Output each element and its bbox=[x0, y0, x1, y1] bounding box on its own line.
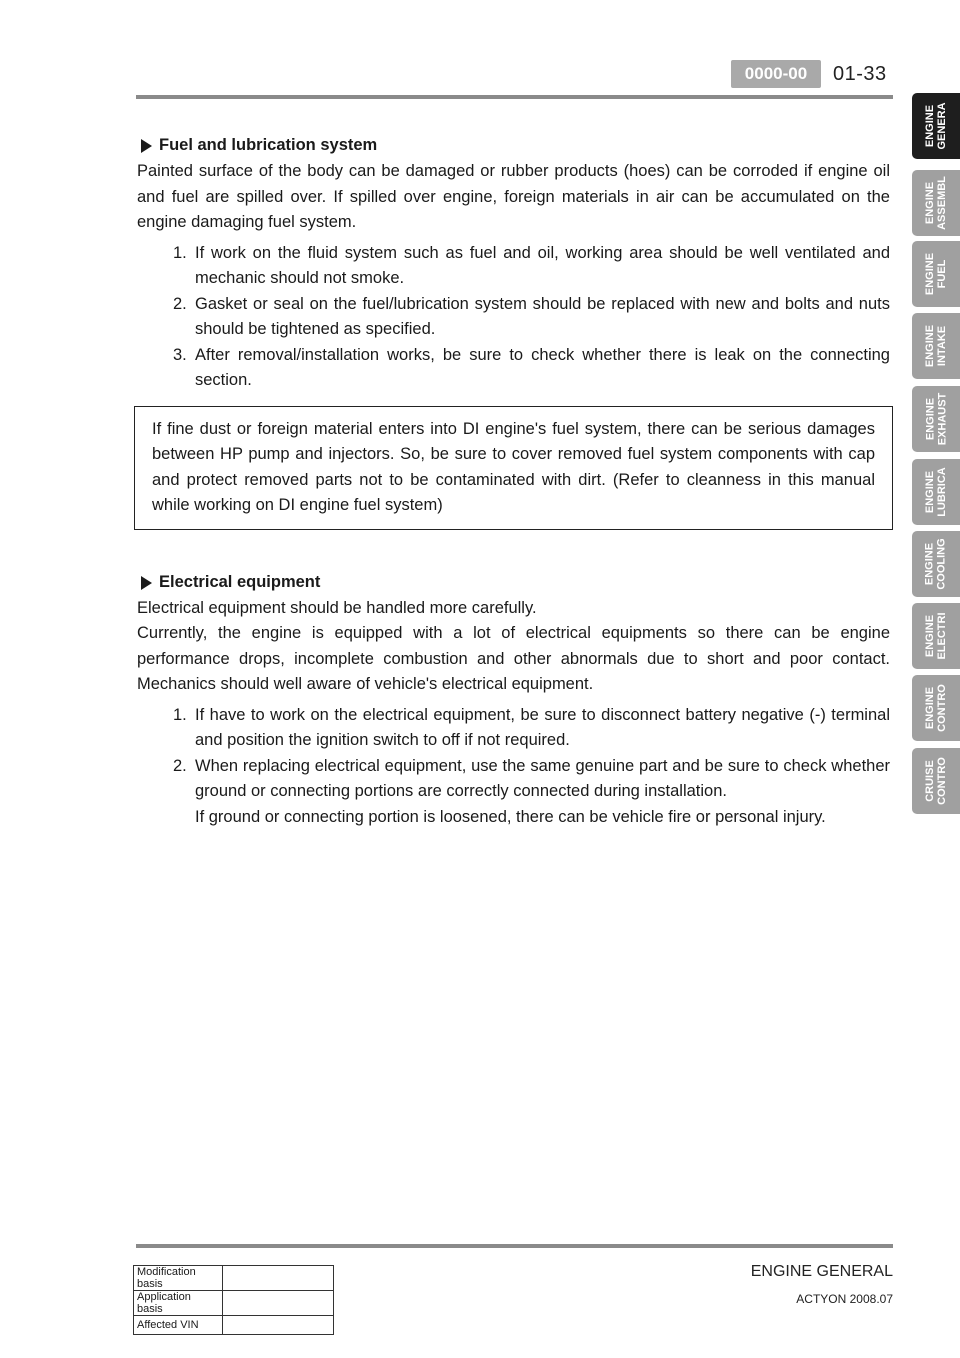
list-text: If work on the fluid system such as fuel and oil, working area should be well ventilated and mechanic should not smoke. bbox=[195, 243, 890, 287]
tab-label: CRUISE CONTRO bbox=[924, 757, 948, 805]
tab-label: ENGINE COOLING bbox=[924, 538, 948, 590]
section-heading-fuel bbox=[137, 133, 890, 159]
electrical-intro-paragraph-2: Currently, the engine is equipped with a lot of electrical equipments so there can be engine performance drops, incomplete combustion and other abnormals due to short and poor contact. Mechanics should well aware of vehicle's electrical equipment. bbox=[137, 624, 890, 693]
table-cell-value bbox=[223, 1266, 334, 1291]
section-heading-electrical bbox=[137, 570, 890, 596]
tab-engine-fuel[interactable] bbox=[912, 241, 960, 307]
table-row bbox=[134, 1291, 334, 1316]
tab-engine-exhaust[interactable] bbox=[912, 386, 960, 452]
tab-label: ENGINE LUBRICA bbox=[924, 467, 948, 517]
list-text: Gasket or seal on the fuel/lubrication system should be replaced with new and bolts and nuts should be tightened as specified. bbox=[195, 294, 890, 338]
tab-engine-control[interactable] bbox=[912, 675, 960, 741]
table-row bbox=[134, 1316, 334, 1335]
list-item bbox=[137, 703, 890, 754]
footer-model-date: ACTYON 2008.07 bbox=[796, 1292, 893, 1306]
tab-label: ENGINE INTAKE bbox=[924, 324, 948, 368]
table-cell-value bbox=[223, 1316, 334, 1335]
triangle-bullet-icon bbox=[141, 139, 152, 153]
tab-label: ENGINE ASSEMBL bbox=[924, 176, 948, 230]
list-item bbox=[137, 343, 890, 394]
list-number: 3. bbox=[173, 345, 187, 364]
list-item bbox=[137, 754, 890, 805]
table-cell-value bbox=[223, 1291, 334, 1316]
tab-label: ENGINE GENERA bbox=[924, 102, 948, 150]
list-item bbox=[137, 292, 890, 343]
page-number: 01-33 bbox=[833, 63, 887, 85]
tab-engine-assembly[interactable] bbox=[912, 170, 960, 236]
tab-label: ENGINE CONTRO bbox=[924, 684, 948, 732]
list-number: 1. bbox=[173, 243, 187, 262]
modification-basis-table bbox=[133, 1265, 334, 1335]
list-item-continuation: If ground or connecting portion is loosened, there can be vehicle fire or personal injury. bbox=[195, 807, 826, 826]
table-cell-label: Modification basis bbox=[134, 1266, 223, 1291]
tab-engine-lubrication[interactable] bbox=[912, 459, 960, 525]
fuel-intro-paragraph: Painted surface of the body can be damaged or rubber products (hoes) can be corroded if engine oil and fuel are spilled over. If spilled over engine, foreign materials in air can be accumulated on the engine damaging fuel system. bbox=[137, 162, 890, 231]
tab-engine-general[interactable] bbox=[912, 93, 960, 159]
table-cell-label: Application basis bbox=[134, 1291, 223, 1316]
table-row bbox=[134, 1266, 334, 1291]
table-cell-label: Affected VIN bbox=[134, 1316, 223, 1335]
tab-cruise-control[interactable] bbox=[912, 748, 960, 814]
triangle-bullet-icon bbox=[141, 576, 152, 590]
header-divider bbox=[136, 95, 893, 99]
footer-divider bbox=[136, 1244, 893, 1248]
footer-section-title: ENGINE GENERAL bbox=[750, 1263, 893, 1280]
tab-engine-electrical[interactable] bbox=[912, 603, 960, 669]
tab-label: ENGINE ELECTRI bbox=[924, 612, 948, 660]
list-item bbox=[137, 241, 890, 292]
heading-text: Fuel and lubrication system bbox=[159, 136, 378, 154]
tab-engine-cooling[interactable] bbox=[912, 531, 960, 597]
list-text: After removal/installation works, be sure to check whether there is leak on the connecting section. bbox=[195, 345, 890, 389]
list-text: When replacing electrical equipment, use the same genuine part and be sure to check whether ground or connecting portions are correctly connected during installation. bbox=[195, 756, 890, 800]
tab-label: ENGINE EXHAUST bbox=[924, 392, 948, 446]
electrical-intro-paragraph: Electrical equipment should be handled more carefully. bbox=[137, 598, 537, 617]
list-number: 2. bbox=[173, 294, 187, 313]
tab-label: ENGINE FUEL bbox=[924, 252, 948, 296]
heading-text: Electrical equipment bbox=[159, 572, 321, 591]
main-content bbox=[137, 133, 890, 830]
fuel-steps-list bbox=[137, 241, 890, 394]
electrical-steps-list bbox=[137, 703, 890, 805]
list-number: 2. bbox=[173, 756, 187, 775]
tab-engine-intake[interactable] bbox=[912, 313, 960, 379]
caution-note-box: If fine dust or foreign material enters into DI engine's fuel system, there can be serious damages between HP pump and injectors. So, be sure to cover removed fuel system components with cap and protect removed parts not to be contaminated with dirt. (Refer to cleanness in this manual while working on DI engine fuel system) bbox=[134, 406, 893, 530]
list-number: 1. bbox=[173, 705, 187, 724]
list-text: If have to work on the electrical equipment, be sure to disconnect battery negative (-) terminal and position the ignition switch to off if not required. bbox=[195, 705, 890, 749]
section-code-badge: 0000-00 bbox=[731, 60, 821, 88]
